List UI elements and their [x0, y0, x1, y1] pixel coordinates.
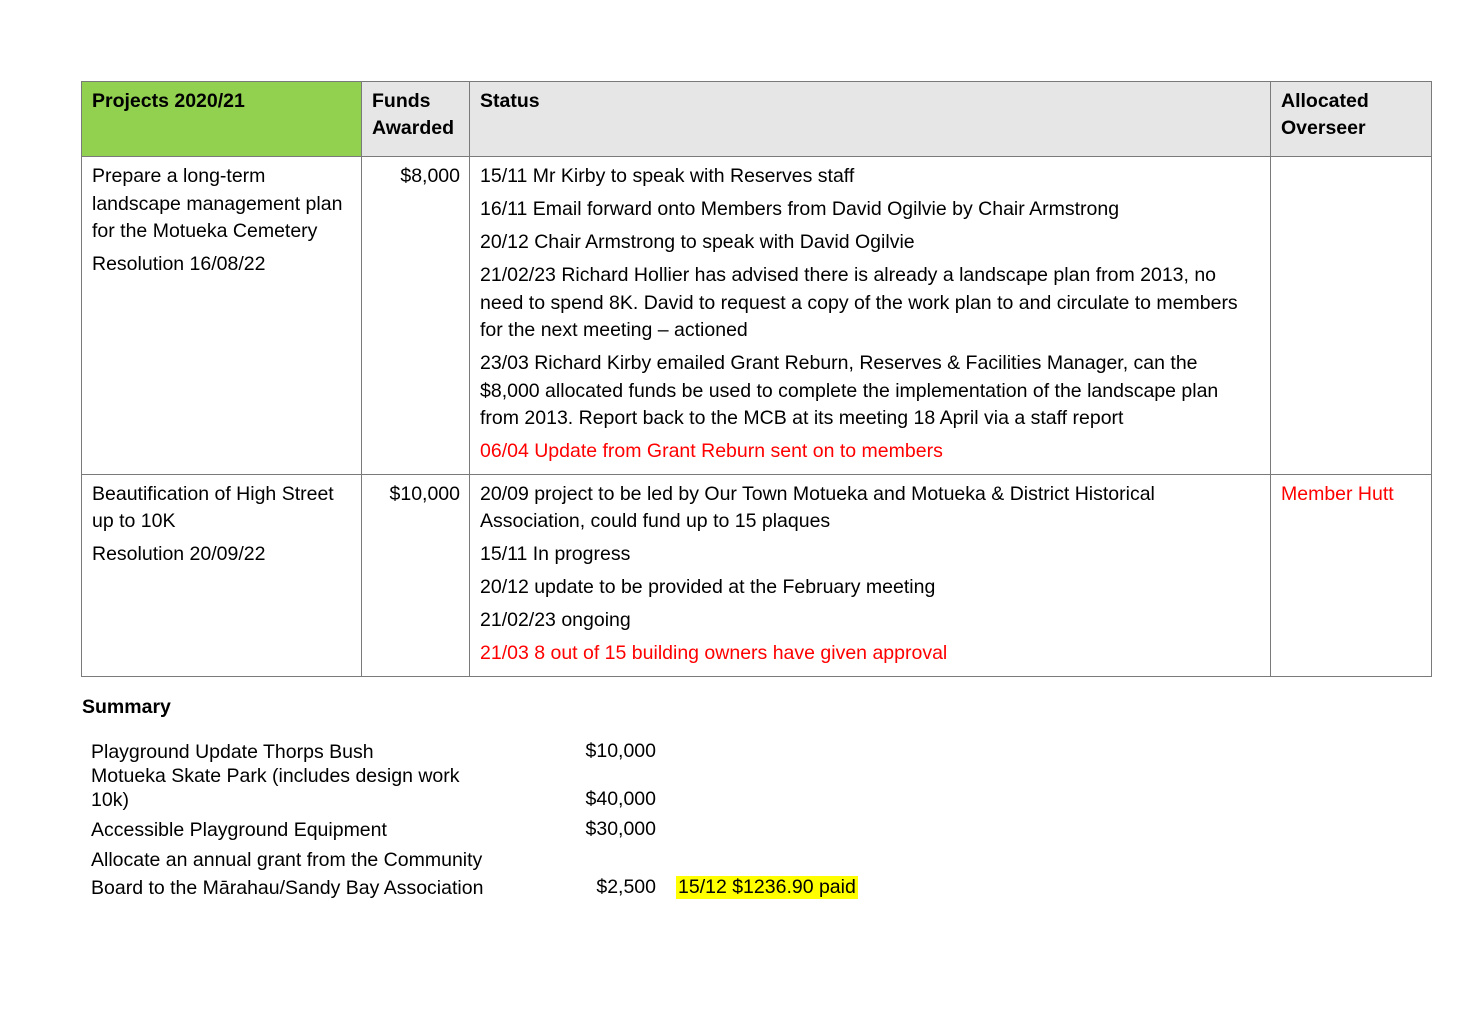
status-entry: 20/12 update to be provided at the February meeting [480, 576, 936, 598]
summary-item-amount: $2,500 [596, 876, 656, 898]
summary-item-label-line2: Board to the Mārahau/Sandy Bay Association [91, 877, 484, 899]
summary-item-label-line2: 10k) [91, 789, 129, 811]
project-resolution: Resolution 20/09/22 [92, 543, 266, 565]
header-projects: Projects 2020/21 [82, 82, 362, 157]
summary-item [91, 846, 891, 906]
status-entry: 23/03 Richard Kirby emailed Grant Reburn, Reserves & Facilities Manager, can the $8,000 allocated funds be used to complete the implementation of the landscape plan from 2013. Report back to the MCB at its meeting 18 April via a staff report [480, 352, 1219, 429]
summary-list [91, 740, 891, 906]
status-cell [470, 474, 1271, 676]
summary-item [91, 764, 891, 818]
summary-item-label: Accessible Playground Equipment [91, 819, 387, 841]
project-title: Prepare a long-term landscape management plan for the Motueka Cemetery [92, 165, 343, 242]
status-entry-latest: 06/04 Update from Grant Reburn sent on to members [480, 440, 943, 462]
header-funds: Funds Awarded [362, 82, 470, 157]
summary-heading: Summary [82, 696, 171, 718]
summary-item [91, 740, 891, 764]
status-entry: 16/11 Email forward onto Members from David Ogilvie by Chair Armstrong [480, 198, 1120, 220]
summary-item-amount: $30,000 [585, 818, 656, 840]
status-entry: 20/09 project to be led by Our Town Motueka and Motueka & District Historical Association, could fund up to 15 plaques [480, 482, 1155, 532]
summary-item-label-line1: Allocate an annual grant from the Community [91, 849, 483, 871]
projects-table [81, 81, 1432, 677]
table-row [82, 474, 1432, 676]
status-entry: 21/02/23 ongoing [480, 609, 631, 631]
project-resolution: Resolution 16/08/22 [92, 253, 266, 275]
status-cell [470, 157, 1271, 475]
project-cell [82, 157, 362, 475]
summary-item-amount: $10,000 [585, 740, 656, 762]
header-overseer: Allocated Overseer [1271, 82, 1432, 157]
status-entry: 20/12 Chair Armstrong to speak with David Ogilvie [480, 231, 915, 253]
summary-item-amount: $40,000 [585, 788, 656, 810]
funds-cell: $10,000 [362, 474, 470, 676]
summary-item-label-line1: Motueka Skate Park (includes design work [91, 765, 460, 787]
table-row [82, 157, 1432, 475]
status-entry: 15/11 In progress [480, 543, 631, 565]
summary-item-label: Playground Update Thorps Bush [91, 741, 374, 763]
status-entry: 21/02/23 Richard Hollier has advised there is already a landscape plan from 2013, no need to spend 8K. David to request a copy of the work plan to and circulate to members for the next meeting – actioned [480, 264, 1238, 341]
project-cell [82, 474, 362, 676]
table-header-row [82, 82, 1432, 157]
funds-cell: $8,000 [362, 157, 470, 475]
summary-item-note-highlight: 15/12 $1236.90 paid [678, 876, 856, 898]
status-entry-latest: 21/03 8 out of 15 building owners have given approval [480, 642, 948, 664]
overseer-cell: Member Hutt [1271, 474, 1432, 676]
overseer-cell [1271, 157, 1432, 475]
header-status: Status [470, 82, 1271, 157]
summary-item [91, 818, 891, 846]
project-title: Beautification of High Street up to 10K [92, 482, 334, 532]
status-entry: 15/11 Mr Kirby to speak with Reserves staff [480, 165, 855, 187]
